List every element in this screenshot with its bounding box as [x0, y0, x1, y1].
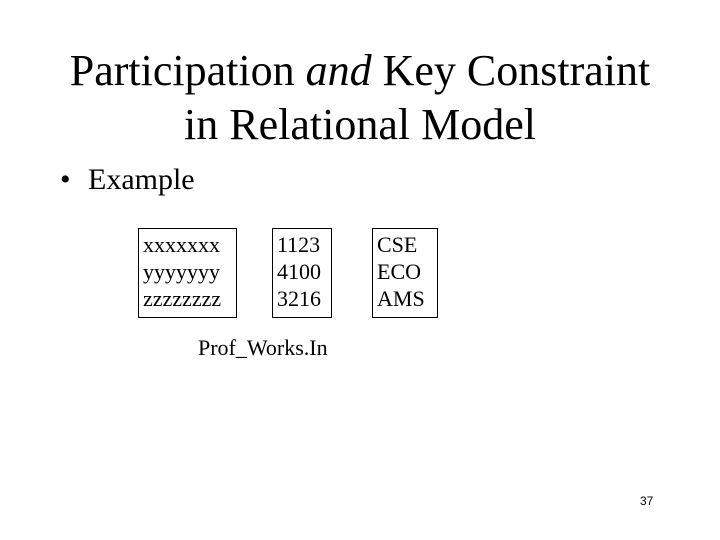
table-caption: Prof_Works.In: [198, 335, 328, 360]
table-cell: xxxxxxx: [143, 232, 220, 257]
table-cell: ECO: [377, 259, 421, 284]
bullet-text: Example: [88, 163, 195, 196]
table-cell: CSE: [377, 232, 418, 257]
table-column-ids: [272, 228, 332, 318]
bullet-dot-icon: •: [60, 163, 71, 196]
slide-title: [0, 44, 720, 152]
title-part: Key Constraint: [371, 46, 651, 95]
title-line-1: [0, 44, 720, 98]
title-emphasis: and: [305, 46, 372, 95]
page-number: 37: [640, 494, 654, 508]
title-part: Participation: [69, 46, 306, 95]
table-cell: 1123: [277, 232, 321, 257]
table-cell: zzzzzzzz: [143, 286, 222, 311]
table-cell: 3216: [277, 286, 321, 311]
table-column-names: [138, 228, 237, 318]
table-cell: 4100: [277, 259, 321, 284]
table-cell: AMS: [377, 286, 425, 311]
title-line-2: in Relational Model: [184, 100, 536, 149]
table-column-depts: [372, 228, 438, 318]
bullet-item: [60, 162, 195, 198]
table-cell: yyyyyyy: [143, 259, 220, 284]
